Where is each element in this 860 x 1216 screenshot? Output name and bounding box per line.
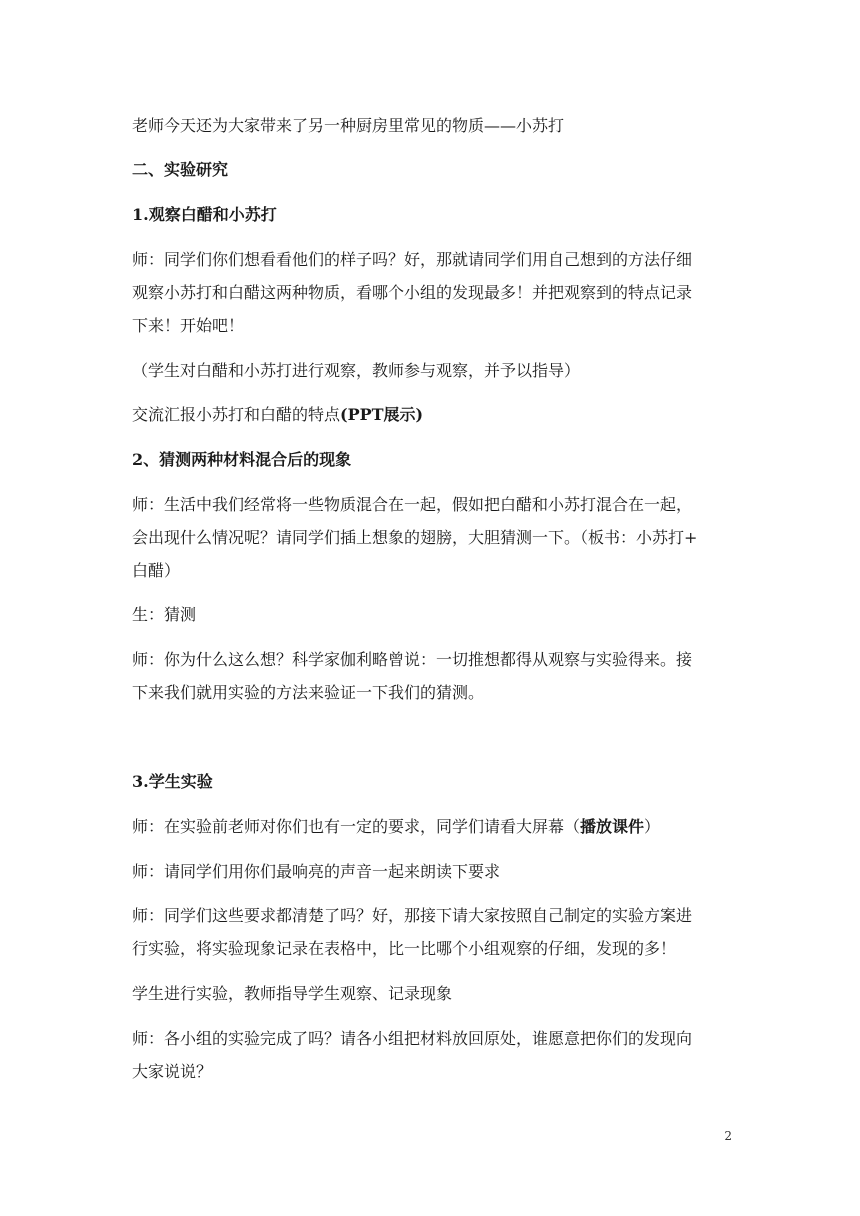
emphasis-text: (PPT展示) [340,405,424,424]
paragraph-line: 会出现什么情况呢？请同学们插上想象的翅膀，大胆猜测一下。（板书：小苏打+ [132,528,698,547]
emphasis-text: 播放课件 [580,817,645,836]
paragraph-line: 下来我们就用实验的方法来验证一下我们的猜测。 [132,683,485,702]
paragraph-line: 生：猜测 [132,605,197,624]
paragraph-line: 师：请同学们用你们最响亮的声音一起来朗读下要求 [132,862,501,881]
paragraph-line: 观察小苏打和白醋这两种物质，看哪个小组的发现最多！并把观察到的特点记录 [132,283,693,302]
paragraph-line: 学生进行实验，教师指导学生观察、记录现象 [132,984,453,1003]
paragraph-line: 师：各小组的实验完成了吗？请各小组把材料放回原处，谁愿意把你们的发现向 [132,1029,693,1048]
paragraph-line [132,816,732,838]
subsection-heading: 3.学生实验 [132,772,213,791]
paragraph-line: 行实验，将实验现象记录在表格中，比一比哪个小组观察的仔细，发现的多！ [132,939,677,958]
paragraph-line: 师：你为什么这么想？科学家伽利略曾说：一切推想都得从观察与实验得来。接 [132,650,693,669]
paragraph-text: 师：在实验前老师对你们也有一定的要求，同学们请看大屏幕（ [132,817,581,836]
subsection-heading: 2、猜测两种材料混合后的现象 [132,450,352,469]
paragraph-line: 师：同学们你们想看看他们的样子吗？好，那就请同学们用自己想到的方法仔细 [132,250,693,269]
paragraph-line: 白醋） [132,561,181,580]
subsection-heading: 1.观察白醋和小苏打 [132,205,277,224]
paragraph-line: 大家说说？ [132,1062,213,1081]
paragraph-line: 师：同学们这些要求都清楚了吗？好，那接下请大家按照自己制定的实验方案进 [132,906,693,925]
paragraph-text: ） [644,817,661,836]
paragraph-line: 下来！开始吧！ [132,316,245,335]
paragraph-line [132,404,732,426]
section-heading: 二、实验研究 [132,160,229,179]
paragraph-line: （学生对白醋和小苏打进行观察，教师参与观察，并予以指导） [132,361,581,380]
page-number: 2 [724,1129,732,1143]
paragraph-text: 交流汇报小苏打和白醋的特点 [132,405,341,424]
paragraph-line: 师：生活中我们经常将一些物质混合在一起，假如把白醋和小苏打混合在一起， [132,495,693,514]
paragraph-line: 老师今天还为大家带来了另一种厨房里常见的物质——小苏打 [132,116,565,135]
